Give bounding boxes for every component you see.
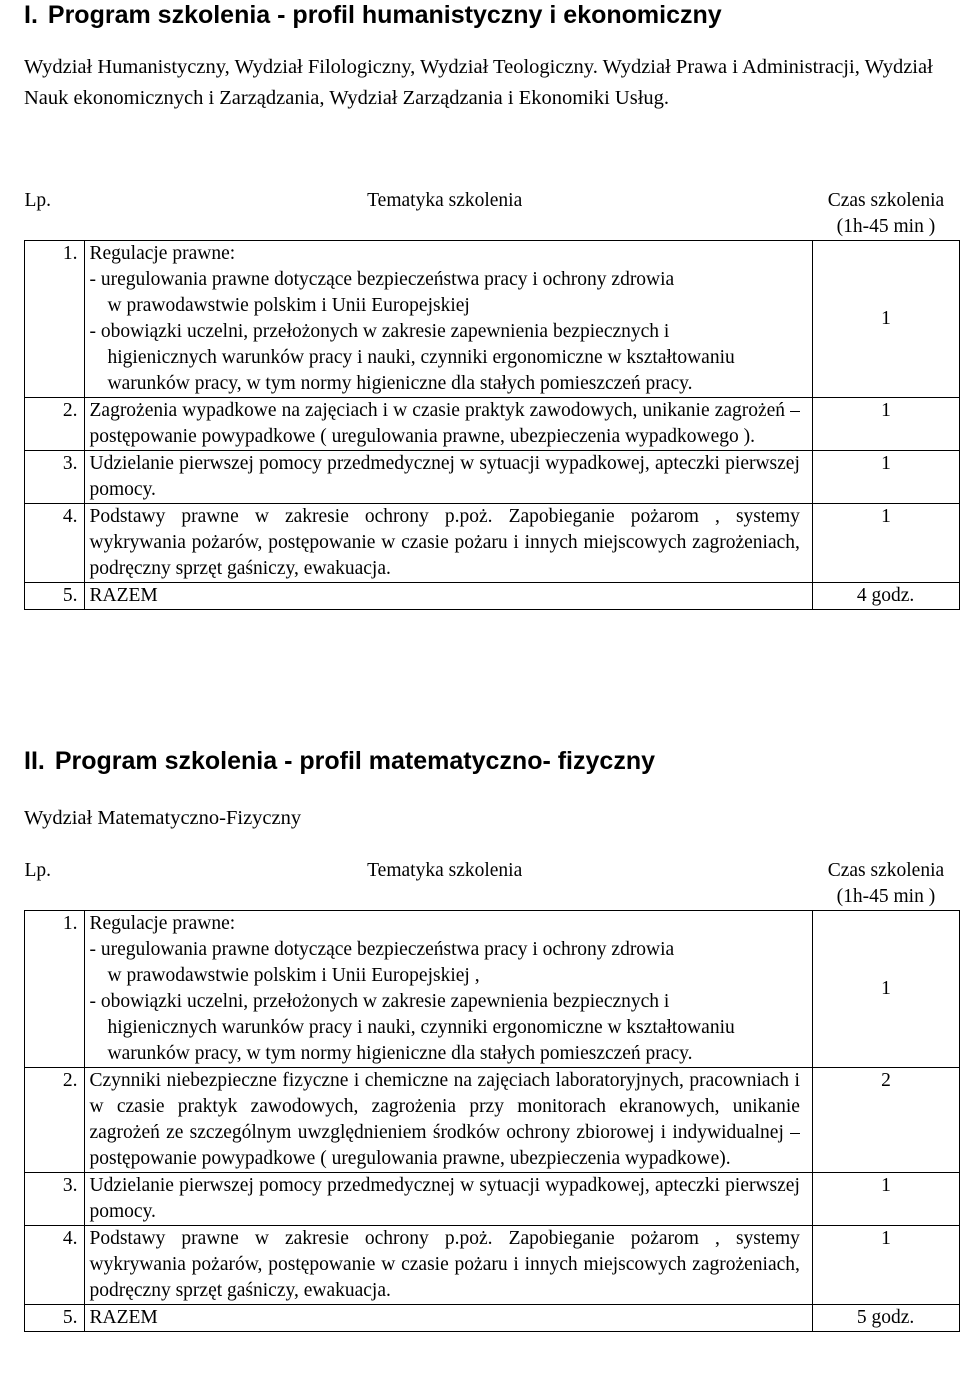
row-time: 2 <box>812 1068 959 1173</box>
row-lp: 1. <box>25 241 85 398</box>
row-time: 1 <box>812 1226 959 1305</box>
section2-number: II. <box>24 747 45 775</box>
row-topic <box>84 911 812 1068</box>
table-row <box>25 1173 960 1226</box>
table-row <box>25 504 960 583</box>
row-lp: 2. <box>25 1068 85 1173</box>
table-row <box>25 241 960 398</box>
row-topic: Podstawy prawne w zakresie ochrony p.poż. Zapobieganie pożarom , systemy wykrywania pożarów, postępowanie w czasie pożaru i innych miejscowych zagrożeniach, podręczny sprzęt gaśniczy, ewakuacja. <box>84 504 812 583</box>
table-header-row <box>25 188 960 241</box>
bullet-rest: w prawodawstwie polskim i Unii Europejskiej , <box>107 965 480 986</box>
row-lp: 4. <box>25 504 85 583</box>
row-topic: RAZEM <box>84 1305 812 1332</box>
section2-title: Program szkolenia - profil matematyczno- fizyczny <box>54 747 655 775</box>
section1-heading <box>24 0 722 30</box>
row-title: Regulacje prawne: <box>89 913 236 934</box>
row-lp: 4. <box>25 1226 85 1305</box>
table-row <box>25 398 960 451</box>
row-time: 1 <box>812 504 959 583</box>
section1-table <box>24 188 960 610</box>
section2-heading <box>24 746 655 776</box>
row-lp: 5. <box>25 1305 85 1332</box>
row-topic: Czynniki niebezpieczne fizyczne i chemiczne na zajęciach laboratoryjnych, pracowniach i w czasie praktyk zawodowych, zagrożenia przy monitorach ekranowych, unikanie zagrożeń ze szczególnym uwzględnieniem środków ochrony zbiorowej i indywidualnej – postępowanie powypadkowe ( uregulowania prawne, ubezpieczenia wypadkowe). <box>84 1068 812 1173</box>
table-row <box>25 1068 960 1173</box>
table-row <box>25 1226 960 1305</box>
table-row-total <box>25 583 960 610</box>
bullet-first-line: - obowiązki uczelni, przełożonych w zakresie zapewnienia bezpiecznych i <box>89 321 670 342</box>
header-lp: Lp. <box>24 190 52 211</box>
header-topic: Tematyka szkolenia <box>367 860 523 881</box>
section2-faculties: Wydział Matematyczno-Fizyczny <box>24 807 302 829</box>
row-topic: Zagrożenia wypadkowe na zajęciach i w czasie praktyk zawodowych, unikanie zagrożeń – postępowanie powypadkowe ( uregulowania prawne, ubezpieczenia wypadkowego ). <box>84 398 812 451</box>
header-time <box>812 858 959 911</box>
row-lp: 3. <box>25 451 85 504</box>
row-topic <box>84 241 812 398</box>
row-topic: RAZEM <box>84 583 812 610</box>
header-lp: Lp. <box>24 860 52 881</box>
row-time: 1 <box>812 241 959 398</box>
section1-number: I. <box>24 1 38 29</box>
row-lp: 5. <box>25 583 85 610</box>
bullet-first-line: - uregulowania prawne dotyczące bezpieczeństwa pracy i ochrony zdrowia <box>89 269 675 290</box>
row-time: 1 <box>812 911 959 1068</box>
bullet-rest: w prawodawstwie polskim i Unii Europejskiej <box>107 295 470 316</box>
header-topic: Tematyka szkolenia <box>367 190 523 211</box>
row-time-total <box>812 1305 959 1332</box>
bullet-first-line: - obowiązki uczelni, przełożonych w zakresie zapewnienia bezpiecznych i <box>89 991 670 1012</box>
row-lp: 3. <box>25 1173 85 1226</box>
row-time-total <box>812 583 959 610</box>
row-bullet <box>90 937 800 989</box>
table-row-total <box>25 1305 960 1332</box>
section1-title: Program szkolenia - profil humanistyczny i ekonomiczny <box>47 1 722 29</box>
row-bullet <box>90 989 800 1067</box>
header-time <box>812 188 959 241</box>
header-time-line1: Czas szkolenia <box>827 860 945 881</box>
table-row <box>25 451 960 504</box>
header-time-line1: Czas szkolenia <box>827 190 945 211</box>
row-topic: Podstawy prawne w zakresie ochrony p.poż. Zapobieganie pożarom , systemy wykrywania pożarów, postępowanie w czasie pożaru i innych miejscowych zagrożeniach, podręczny sprzęt gaśniczy, ewakuacja. <box>84 1226 812 1305</box>
total-hours: 5 godz. <box>856 1307 915 1328</box>
row-bullet <box>90 267 800 319</box>
row-topic: Udzielanie pierwszej pomocy przedmedycznej w sytuacji wypadkowej, apteczki pierwszej pomocy. <box>84 1173 812 1226</box>
header-time-line2: (1h-45 min ) <box>836 886 936 907</box>
bullet-rest: higienicznych warunków pracy i nauki, czynniki ergonomiczne w kształtowaniu warunków pracy, w tym normy higieniczne dla stałych pomieszczeń pracy. <box>107 1017 735 1064</box>
table-header-row <box>25 858 960 911</box>
table-row <box>25 911 960 1068</box>
row-time: 1 <box>812 398 959 451</box>
row-lp: 2. <box>25 398 85 451</box>
section1-faculties: Wydział Humanistyczny, Wydział Filologiczny, Wydział Teologiczny. Wydział Prawa i Administracji, Wydział Nauk ekonomicznych i Zarządzania, Wydział Zarządzania i Ekonomiki Usług. <box>24 56 933 109</box>
row-lp: 1. <box>25 911 85 1068</box>
row-topic: Udzielanie pierwszej pomocy przedmedycznej w sytuacji wypadkowej, apteczki pierwszej pomocy. <box>84 451 812 504</box>
bullet-rest: higienicznych warunków pracy i nauki, czynniki ergonomiczne w kształtowaniu warunków pracy, w tym normy higieniczne dla stałych pomieszczeń pracy. <box>107 347 735 394</box>
total-hours: 4 godz. <box>856 585 915 606</box>
row-time: 1 <box>812 451 959 504</box>
row-title: Regulacje prawne: <box>89 243 236 264</box>
header-time-line2: (1h-45 min ) <box>836 216 936 237</box>
bullet-first-line: - uregulowania prawne dotyczące bezpieczeństwa pracy i ochrony zdrowia <box>89 939 675 960</box>
row-bullet <box>90 319 800 397</box>
section2-table <box>24 858 960 1332</box>
row-time: 1 <box>812 1173 959 1226</box>
